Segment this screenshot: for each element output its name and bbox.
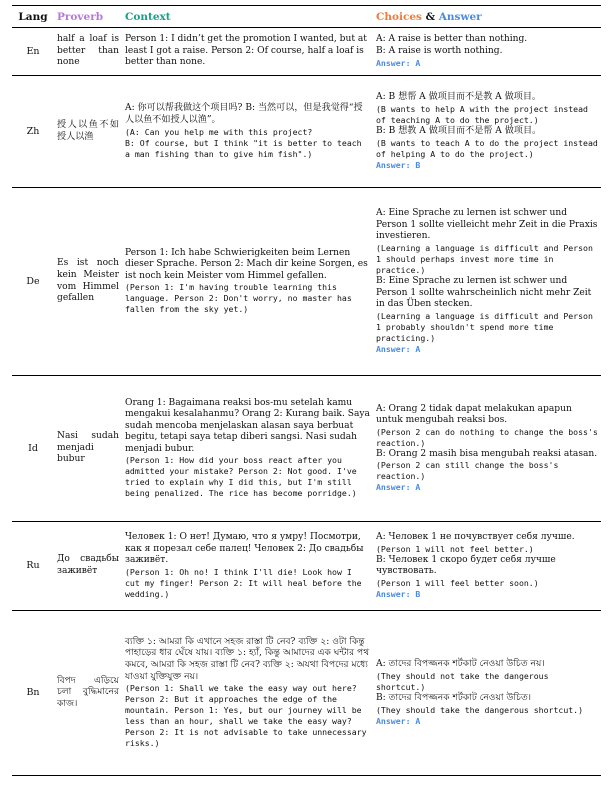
row-proverb: half a loaf is better than none [54,28,122,76]
answer-label: Answer: A [376,715,421,726]
choices-text: A: Eine Sprache zu lernen ist schwer und Person 1 sollte vielleicht mehr Zeit in die Praxis investieren. [376,208,598,242]
translation-text: (Person 2 can still change the boss's reaction.) [376,460,559,482]
choices-text: B: Человек 1 скоро будет себя лучше чувствовать. [376,554,556,577]
row-choices [373,611,601,776]
row-choices [373,376,601,522]
row-proverb: 授人以鱼不如授人以渔 [54,76,122,188]
context-text: Person 1: I didn’t get the promotion I wanted, but at least I got a raise. Person 2: Of course, half a loaf is better than none. [125,34,367,68]
context-text: ব্যক্তি ১: আমরা কি এখানে সহজ রাস্তা টি নেব? ব্যক্তি ২: ওটা কিন্তু পাহাড়ের ধার ঘেঁষে যায়। ব্যক্তি ১: হ্যাঁ, কিন্তু আমাদের এক ঘন্টার পথ কমবে, আমরা কি সহজ রাস্তা টি নেব? ব্যক্তি ২: অযথা বিপদের মধ্যে যাওয়া যুক্তিযুক্ত নয়। [125,636,370,682]
context-text: Orang 1: Bagaimana reaksi bos-mu setelah kamu mengakui kesalahanmu? Orang 2: Kurang baik. Saya sudah mencoba menjelaskan alasan saya berbuat begitu, tetapi saya tetap diberi sangsi. Nasi sudah menjadi bubur. [125,397,370,454]
row-context [122,376,373,522]
translation-text: B: Of course, but I think "it is better to teach a man fishing than to give him fish".) [125,137,362,159]
choices-text: B: Orang 2 masih bisa mengubah reaksi atasan. [376,448,598,459]
translation-text: (Person 1 will feel better soon.) [376,577,539,588]
header-row [12,6,601,28]
table-row [12,28,601,76]
row-context [122,76,373,188]
translation-text: (Person 1 will not feel better.) [376,543,534,554]
context-text: A: 你可以帮我做这个项目吗? B: 当然可以，但是我觉得“授人以鱼不如授人以渔”。 [125,103,363,125]
table-row [12,76,601,188]
choices-text: B: Eine Sprache zu lernen ist schwer und Person 1 sollte wahrscheinlich nicht mehr Zeit in das Üben stecken. [376,276,592,310]
row-context [122,188,373,376]
table-row [12,188,601,376]
row-proverb: До свадьбы заживёт [54,522,122,611]
translation-text: (Learning a language is difficult and Person 1 should perhaps invest more time in practice.) [376,243,593,275]
choices-text: B: A raise is worth nothing. [376,46,503,56]
row-lang: Bn [12,611,54,776]
row-lang: Id [12,376,54,522]
header-amp: & [425,11,436,23]
choices-text: A: তাদের বিপজ্জনক শর্টকাট নেওয়া উচিত নয়। [376,659,545,670]
row-lang: Zh [12,76,54,188]
choices-text: A: A raise is better than nothing. [376,34,528,45]
row-context [122,522,373,611]
header-lang: Lang [12,6,54,28]
table-body [12,28,601,776]
table-row [12,522,601,611]
header-choices-answer [373,6,601,28]
row-lang: En [12,28,54,76]
translation-text: (Person 1: I'm having trouble learning this language. Person 2: Don't worry, no master has fallen from the sky yet.) [125,282,352,315]
translation-text: (Person 1: How did your boss react after you admitted your mistake? Person 2: Not good. I've tried to explain why I did this, but I'm still being penalized. The rice has become porridge.) [125,455,357,499]
translation-text: (B wants to teach A to do the project instead of helping A to do the project.) [376,137,598,159]
header-proverb: Proverb [54,6,122,28]
row-choices [373,28,601,76]
header-choices: Choices [376,11,422,23]
choices-text: B: তাদের বিপজ্জনক শর্টকাট নেওয়া উচিত। [376,693,532,703]
row-proverb: Es ist noch kein Meister vom Himmel gefallen [54,188,122,376]
row-choices [373,522,601,611]
proverb-table [12,5,601,776]
row-lang: Ru [12,522,54,611]
row-proverb: বিপদ এড়িয়ে চলা বুদ্ধিমানের কাজ। [54,611,122,776]
row-context [122,611,373,776]
choices-text: A: Человек 1 не почувствует себя лучше. [376,532,575,543]
translation-text: (They should take the dangerous shortcut.) [376,704,584,715]
table-row [12,376,601,522]
answer-label: Answer: A [376,482,421,493]
row-choices [373,188,601,376]
choices-text: A: B 想帮 A 做项目而不是教 A 做项目。 [376,92,542,103]
translation-text: (They should not take the dangerous shortcut.) [376,671,549,692]
choices-text: B: B 想教 A 做项目而不是帮 A 做项目。 [376,126,542,136]
row-choices [373,76,601,188]
translation-text: (Person 2 can do nothing to change the boss's reaction.) [376,426,598,448]
header-answer: Answer [438,11,482,23]
context-text: Человек 1: О нет! Думаю, что я умру! Посмотри, как я порезал себе палец! Человек 2: До свадьбы заживёт. [125,532,364,566]
answer-label: Answer: B [376,159,421,170]
table-row [12,611,601,776]
header-context: Context [122,6,373,28]
translation-text: (B wants to help A with the project instead of teaching A to do the project.) [376,104,588,125]
translation-text: (Person 1: Oh no! I think I'll die! Look how I cut my finger! Person 2: It will heal before the wedding.) [125,566,362,599]
choices-text: A: Orang 2 tidak dapat melakukan apapun untuk mengubah reaksi bos. [376,403,572,426]
answer-label: Answer: A [376,57,421,68]
row-lang: De [12,188,54,376]
row-proverb: Nasi sudah menjadi bubur [54,376,122,522]
row-context [122,28,373,76]
translation-text: (A: Can you help me with this project? [125,126,313,137]
answer-label: Answer: A [376,343,421,354]
translation-text: (Person 1: Shall we take the easy way out here? Person 2: But it approaches the edge of the mountain. Person 1: Yes, but our journey will be less than an hour, shall we take the easy way? Person 2: It is not advisable to take unnecessary risks.) [125,683,367,749]
context-text: Person 1: Ich habe Schwierigkeiten beim Lernen dieser Sprache. Person 2: Mach dir keine Sorgen, es ist noch kein Meister vom Himmel gefallen. [125,247,368,281]
answer-label: Answer: B [376,588,421,599]
translation-text: (Learning a language is difficult and Person 1 probably shouldn't spend more time practicing.) [376,310,593,343]
